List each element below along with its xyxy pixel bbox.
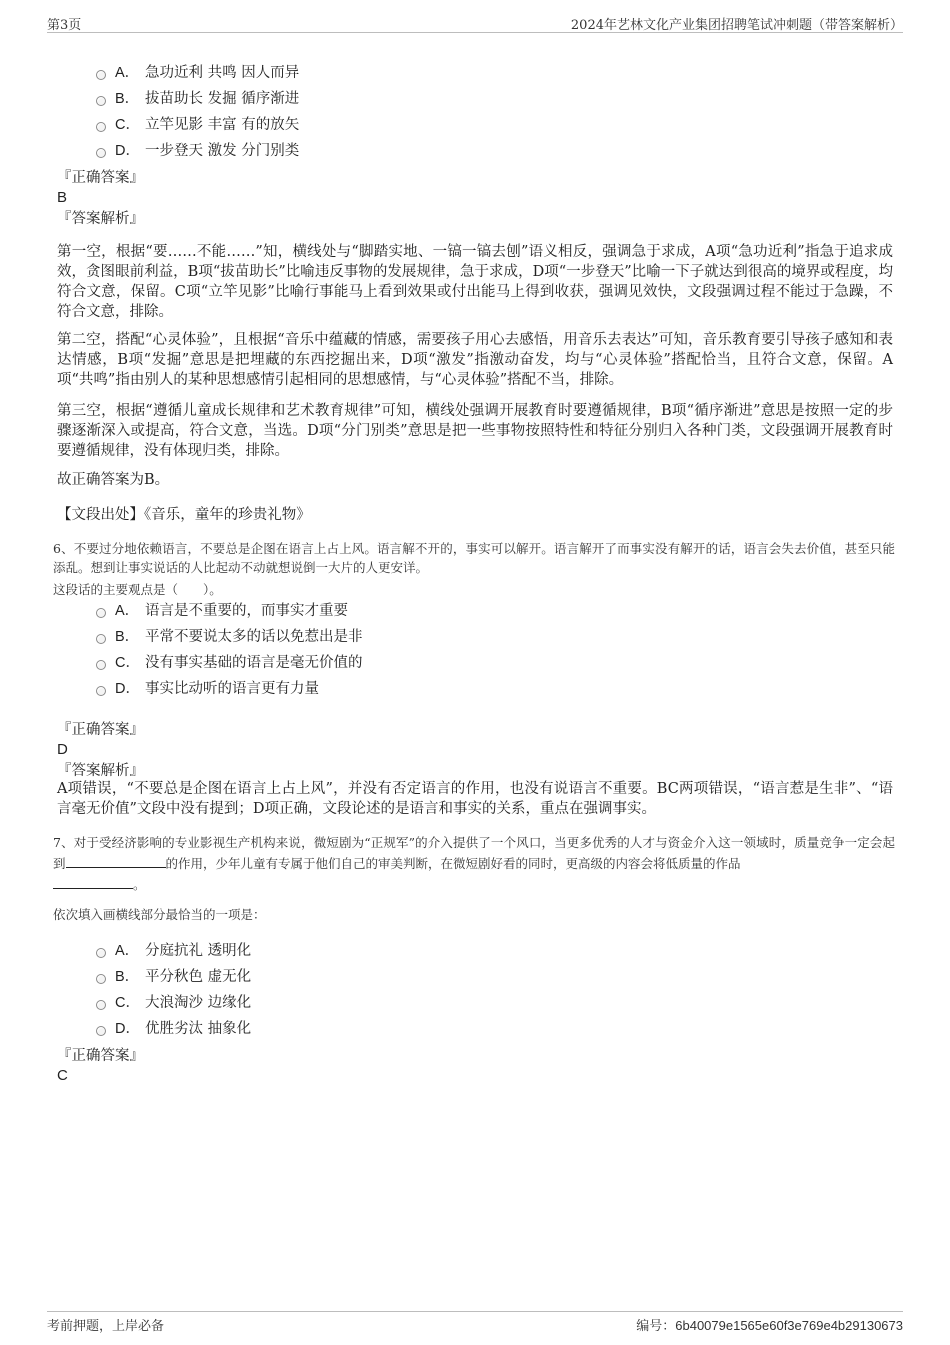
- fill-blank-1[interactable]: [66, 853, 166, 868]
- q5-option-c[interactable]: C． 立竿见影 丰富 有的放矢: [96, 114, 299, 136]
- q6-option-d[interactable]: D． 事实比动听的语言更有力量: [96, 678, 319, 700]
- footer-slogan: 考前押题，上岸必备: [47, 1319, 165, 1334]
- radio-icon[interactable]: [96, 96, 106, 106]
- q7-prompt: 依次填入画横线部分最恰当的一项是：: [53, 907, 266, 922]
- radio-icon[interactable]: [96, 634, 106, 644]
- q5-analysis-paragraph-3: 第三空，根据“遵循儿童成长规律和艺术教育规律”可知，横线处强调开展教育时要遵循规律，B项“循序渐进”意思是按照一定的步骤逐渐深入或提高，符合文意，当选。D项“分门别类”意思是把一些事物按照特性和特征分别归入各种门类，文段强调开展教育时要遵循规律，没有体现归类，排除。: [57, 403, 893, 459]
- radio-icon[interactable]: [96, 70, 106, 80]
- radio-icon[interactable]: [96, 948, 106, 958]
- q5-answer-label: 『正确答案』: [57, 170, 144, 186]
- q6-analysis: A项错误，“不要总是企图在语言上占上风”，并没有否定语言的作用，也没有说语言不重要。BC两项错误，“语言惹是生非”、“语言毫无价值”文段中没有提到；D项正确，文段论述的是语言和事实的关系，重点在强调事实。: [57, 781, 893, 817]
- q5-option-d[interactable]: D． 一步登天 激发 分门别类: [96, 140, 299, 162]
- q5-answer: B: [57, 189, 68, 206]
- q6-stem: 6、不要过分地依赖语言，不要总是企图在语言上占上风。语言解不开的，事实可以解开。语言解开了而事实没有解开的话，语言会失去价值，甚至只能添乱。想到让事实说话的人比起动不动就想说倒一大片的人更安详。: [53, 541, 895, 575]
- q5-option-b[interactable]: B． 拔苗助长 发掘 循序渐进: [96, 88, 299, 110]
- q7-answer: C: [57, 1067, 68, 1084]
- radio-icon[interactable]: [96, 122, 106, 132]
- q6-option-a[interactable]: A． 语言是不重要的，而事实才重要: [96, 600, 348, 622]
- q5-option-a[interactable]: A． 急功近利 共鸣 因人而异: [96, 62, 299, 84]
- q6-option-c[interactable]: C． 没有事实基础的语言是毫无价值的: [96, 652, 363, 674]
- q6-answer-label: 『正确答案』: [57, 722, 144, 738]
- q6-answer: D: [57, 741, 68, 758]
- document-code: 编号：6b40079e1565e60f3e769e4b29130673: [636, 1318, 903, 1334]
- page-number: 第3页: [47, 18, 82, 33]
- q5-analysis-label: 『答案解析』: [57, 211, 144, 227]
- page-header: [47, 12, 903, 33]
- radio-icon[interactable]: [96, 608, 106, 618]
- q6-analysis-label: 『答案解析』: [57, 763, 144, 779]
- page-footer: [47, 1311, 903, 1336]
- q5-analysis-paragraph-1: 第一空，根据“要……不能……”知，横线处与“脚踏实地、一镐一镐去刨”语义相反，强调急于求成，A项“急功近利”指急于追求成效，贪图眼前利益，B项“拔苗助长”比喻违反事物的发展规律，急于求成，D项“一步登天”比喻一下子就达到很高的境界或程度，均符合文意，保留。C项“立竿见影”比喻行事能马上看到效果或付出能马上得到收获，强调见效快，文段强调过程不能过于急躁，不符合文意，排除。: [57, 244, 893, 320]
- q7-option-c[interactable]: C． 大浪淘沙 边缘化: [96, 992, 251, 1014]
- q6-prompt: 这段话的主要观点是（ ）。: [53, 582, 222, 597]
- fill-blank-2[interactable]: [53, 874, 133, 889]
- q7-option-b[interactable]: B． 平分秋色 虚无化: [96, 966, 251, 988]
- radio-icon[interactable]: [96, 148, 106, 158]
- radio-icon[interactable]: [96, 1000, 106, 1010]
- radio-icon[interactable]: [96, 974, 106, 984]
- q5-source: 【文段出处】《音乐，童年的珍贵礼物》: [57, 507, 311, 523]
- q5-analysis-conclusion: 故正确答案为B。: [57, 472, 170, 488]
- q7-answer-label: 『正确答案』: [57, 1048, 144, 1064]
- q7-option-a[interactable]: A． 分庭抗礼 透明化: [96, 940, 251, 962]
- q6-option-b[interactable]: B． 平常不要说太多的话以免惹出是非: [96, 626, 363, 648]
- radio-icon[interactable]: [96, 660, 106, 670]
- q7-stem: 7、对于受经济影响的专业影视生产机构来说，微短剧为“正规军”的介入提供了一个风口，当更多优秀的人才与资金介入这一领域时，质量竞争一定会起到 的作用，少年儿童有专属于他们自己的审美判断，在微短剧好看的同时，更高级的内容会将低质量的作品 。: [53, 835, 895, 892]
- q5-analysis-paragraph-2: 第二空，搭配“心灵体验”，且根据“音乐中蕴藏的情感，需要孩子用心去感悟，用音乐去表达”可知，音乐教育要引导孩子感知和表达情感，B项“发掘”意思是把埋藏的东西挖掘出来，D项“激发”指激动奋发，均与“心灵体验”搭配恰当，且符合文意，保留。A项“共鸣”指由别人的某种思想感情引起相同的思想感情，与“心灵体验”搭配不当，排除。: [57, 332, 893, 388]
- document-title: 2024年艺林文化产业集团招聘笔试冲刺题（带答案解析）: [570, 18, 903, 33]
- q7-option-d[interactable]: D． 优胜劣汰 抽象化: [96, 1018, 251, 1040]
- radio-icon[interactable]: [96, 1026, 106, 1036]
- radio-icon[interactable]: [96, 686, 106, 696]
